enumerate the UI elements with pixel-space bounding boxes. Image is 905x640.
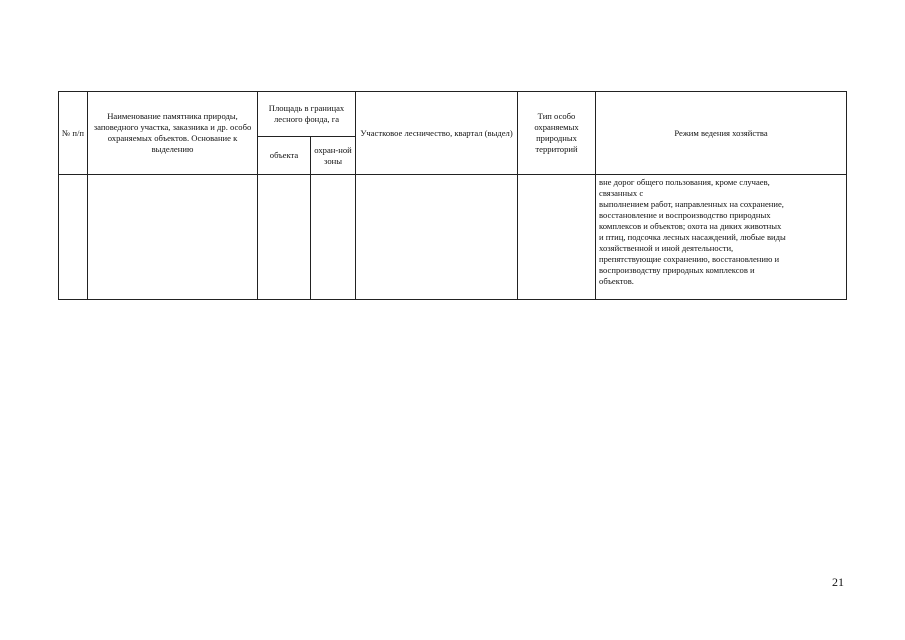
header-area-zone: охран-ной зоны [311, 137, 356, 175]
table-row [59, 175, 847, 300]
regime-line: воспроизводству природных комплексов и [599, 265, 755, 275]
header-regime: Режим ведения хозяйства [596, 92, 847, 175]
regime-line: комплексов и объектов; охота на диких животных [599, 221, 782, 231]
header-area-object: объекта [258, 137, 311, 175]
header-num: № п/п [59, 92, 88, 175]
regime-line: вне дорог общего пользования, кроме случаев, [599, 177, 770, 187]
cell-area-object [258, 175, 311, 300]
page-number: 21 [832, 575, 844, 589]
header-name: Наименование памятника природы, заповедного участка, заказника и др. особо охраняемых объектов. Основание к выделению [88, 92, 258, 175]
cell-name [88, 175, 258, 300]
regime-line: препятствующие сохранению, восстановлению и [599, 254, 780, 264]
regime-line: хозяйственной и иной деятельности, [599, 243, 734, 253]
regime-line: и птиц, подсочка лесных насаждений, любые виды [599, 232, 786, 242]
header-forestry: Участковое лесничество, квартал (выдел) [356, 92, 518, 175]
cell-regime [596, 175, 847, 300]
regime-line: выполнением работ, направленных на сохранение, [599, 199, 784, 209]
regime-line: восстановление и воспроизводство природных [599, 210, 771, 220]
cell-type [518, 175, 596, 300]
header-type: Тип особо охраняемых природных территорий [518, 92, 596, 175]
protected-areas-table [58, 91, 847, 300]
regime-line: объектов. [599, 276, 634, 286]
cell-area-zone [311, 175, 356, 300]
header-area: Площадь в границах лесного фонда, га [258, 92, 356, 137]
cell-forestry [356, 175, 518, 300]
regime-line: связанных с [599, 188, 644, 198]
cell-num [59, 175, 88, 300]
